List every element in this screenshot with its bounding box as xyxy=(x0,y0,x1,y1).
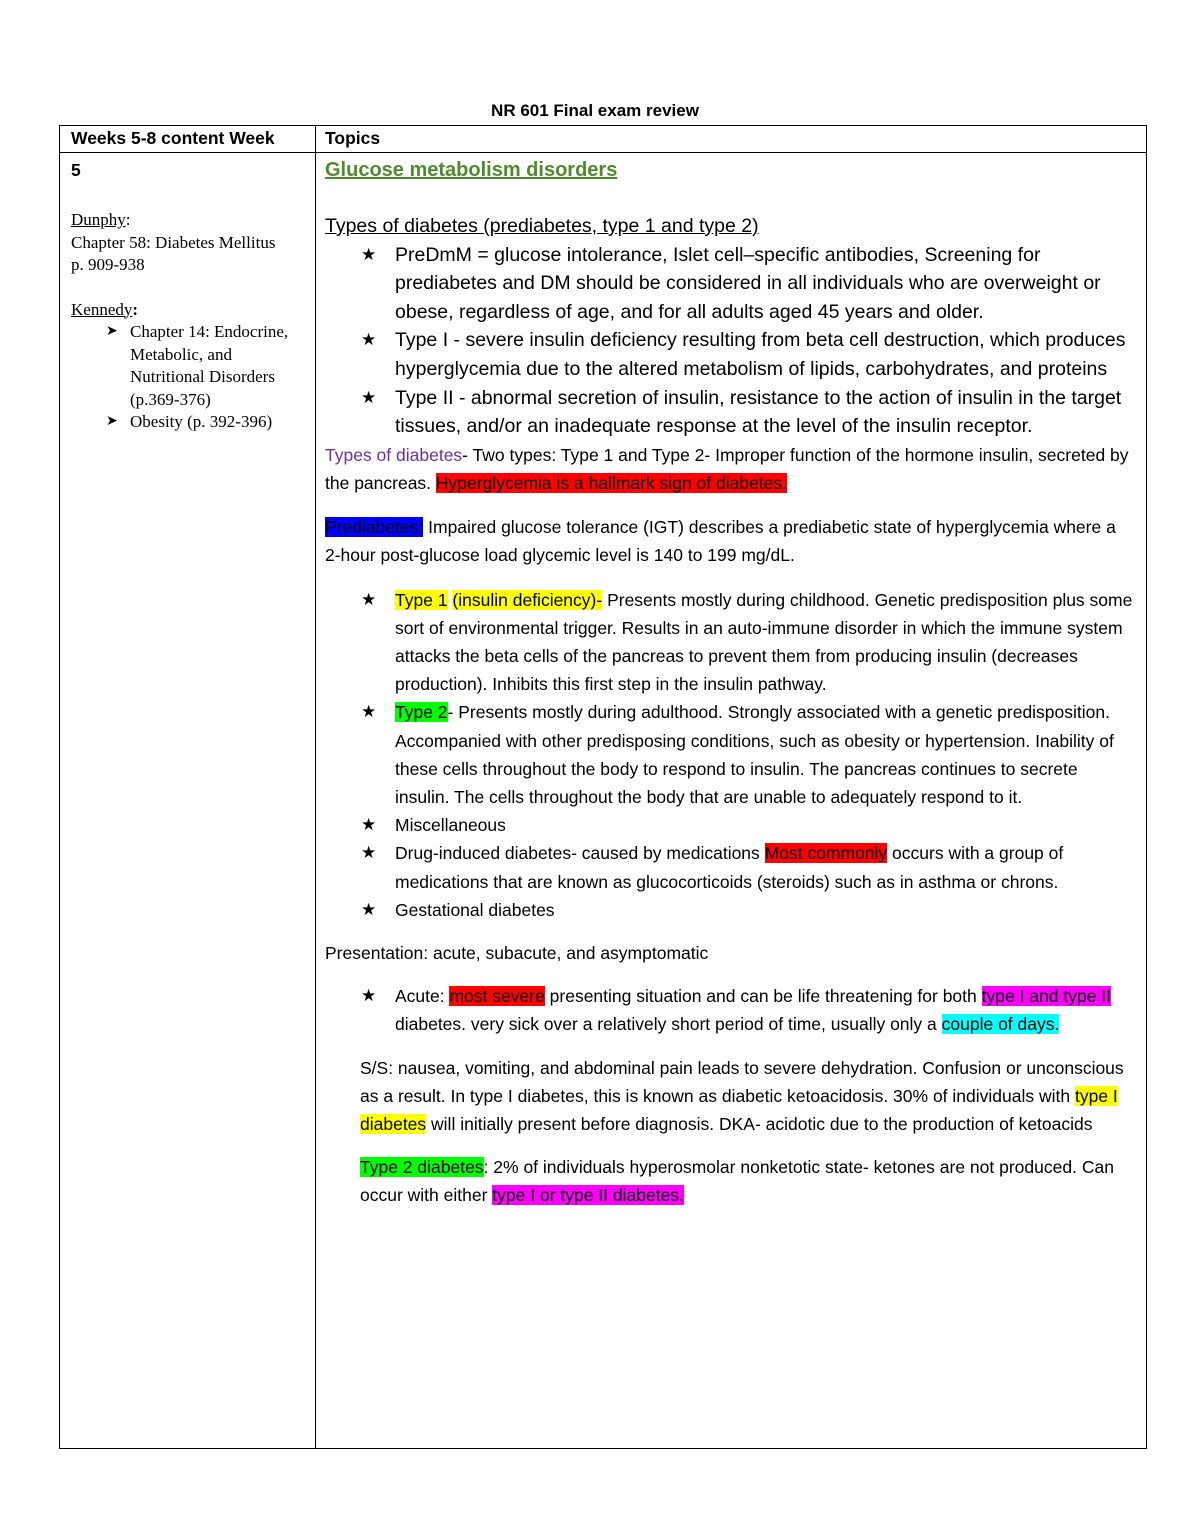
miscellaneous-text: Miscellaneous xyxy=(395,815,506,836)
type2-diabetes-highlight: Type 2 diabetes xyxy=(360,1157,484,1178)
either-type-highlight: type I or type II diabetes. xyxy=(492,1185,684,1206)
type1-highlight: Type 1 xyxy=(395,589,448,610)
type-i-diabetes-highlight: type I diabetes xyxy=(360,1085,1118,1135)
acute-text: presenting situation and can be life threatening for both xyxy=(544,986,982,1007)
types-text: - Two types: Type 1 and Type 2- Improper function of the hormone insulin, secreted by the pancreas. xyxy=(325,444,1129,493)
type1-text: Presents mostly during childhood. Genetic predisposition plus some sort of environmental trigger. Results in an auto-immune disorder in which the immune system attacks the beta cells of the pancreas to prevent them from producing insulin (decreases production). Inhibits this first step in the insulin pathway. xyxy=(395,589,1133,695)
week-number: 5 xyxy=(71,160,81,180)
type2-highlight: Type 2 xyxy=(395,702,448,723)
symptoms-text-end: will initially present before diagnosis. DKA- acidotic due to the production of ketoacids xyxy=(426,1114,1093,1135)
type2-diabetes-text: : 2% of individuals hyperosmolar nonketotic state- ketones are not produced. Can occur with either xyxy=(360,1157,1114,1206)
kennedy-chapter-14: Chapter 14: Endocrine, Metabolic, and Nutritional Disorders (p.369-376) xyxy=(130,322,289,409)
types-label: Types of diabetes xyxy=(325,444,463,465)
type1-bullet: Type I - severe insulin deficiency resulting from beta cell destruction, which produces hyperglycemia due to the altered metabolism of lipids, carbohydrates, and proteins xyxy=(395,329,1126,380)
left-column xyxy=(60,154,315,434)
header-topics: Topics xyxy=(325,128,381,148)
type2-bullet: Type II - abnormal secretion of insulin, resistance to the action of insulin in the target tissues, and/or an inadequate response at the level of the insulin receptor. xyxy=(395,386,1122,438)
couple-of-days-highlight: couple of days. xyxy=(941,1014,1060,1035)
type-i-and-ii-highlight: type I and type II xyxy=(981,986,1112,1007)
black-star-icon: ★ xyxy=(361,589,377,609)
type2-diabetes-paragraph xyxy=(325,1153,1136,1209)
header-weeks: Weeks 5-8 content Week xyxy=(71,128,275,148)
kennedy-chapter-list xyxy=(71,321,307,434)
header-divider xyxy=(60,152,1146,153)
black-star-icon: ★ xyxy=(361,387,377,407)
prediabetes-label: Prediabetes: xyxy=(325,517,424,538)
kennedy-colon: : xyxy=(132,299,139,319)
list-item xyxy=(71,411,307,434)
dunphy-chapter: Chapter 58: Diabetes Mellitus xyxy=(71,232,276,252)
types-paragraph xyxy=(325,441,1136,497)
dunphy-colon: : xyxy=(125,210,131,229)
black-star-icon: ★ xyxy=(361,330,377,350)
types-list xyxy=(325,241,1136,441)
black-star-icon: ★ xyxy=(361,815,377,835)
hallmark-highlight: Hyperglycemia is a hallmark sign of diabetes. xyxy=(435,472,788,493)
gestational-text: Gestational diabetes xyxy=(395,899,555,920)
types-heading: Types of diabetes (prediabetes, type 1 and type 2) xyxy=(325,215,759,237)
black-star-icon: ★ xyxy=(361,244,377,264)
list-item xyxy=(325,839,1136,895)
list-item xyxy=(325,586,1136,699)
presentation-list xyxy=(325,982,1136,1038)
prediabetes-paragraph xyxy=(325,513,1136,569)
symptoms-text: S/S: nausea, vomiting, and abdominal pain leads to severe dehydration. Confusion or unconscious as a result. In type I diabetes, this is known as diabetic ketoacidosis. 30% of individuals with xyxy=(360,1057,1124,1106)
document-title: NR 601 Final exam review xyxy=(491,101,699,120)
acute-text-cont: diabetes. very sick over a relatively short period of time, usually only a xyxy=(395,1014,942,1035)
black-star-icon: ★ xyxy=(361,843,377,863)
presentation-line: Presentation: acute, subacute, and asymptomatic xyxy=(325,943,709,963)
kennedy-reference xyxy=(71,299,307,322)
review-table xyxy=(59,125,1147,1449)
dunphy-reference xyxy=(71,209,307,277)
list-item xyxy=(325,698,1136,811)
arrowhead-icon: ➤ xyxy=(106,324,118,339)
type2-text: - Presents mostly during adulthood. Strongly associated with a genetic predisposition. Accompanied with other predisposing conditions, such as obesity or hypertension. Inability of these cells throughout the body to respond to insulin. The pancreas continues to secrete insulin. The cells throughout the body that are unable to adequately respond to it. xyxy=(395,702,1114,807)
diabetes-types-list xyxy=(325,586,1136,924)
kennedy-obesity: Obesity (p. 392-396) xyxy=(130,412,273,431)
arrowhead-icon: ➤ xyxy=(106,414,118,429)
most-severe-highlight: most severe xyxy=(449,986,545,1007)
list-item xyxy=(71,321,307,411)
dunphy-label: Dunphy xyxy=(71,210,126,229)
list-item xyxy=(325,326,1136,383)
right-column xyxy=(316,154,1146,1210)
symptoms-paragraph xyxy=(325,1054,1136,1139)
insulin-deficiency-highlight: (insulin deficiency)- xyxy=(452,589,603,610)
most-commonly-highlight: Most commonly xyxy=(764,843,888,864)
drug-induced-text: Drug-induced diabetes- caused by medications xyxy=(395,843,765,864)
section-title: Glucose metabolism disorders xyxy=(325,159,618,181)
kennedy-label: Kennedy xyxy=(71,299,133,319)
prediabetes-text: Impaired glucose tolerance (IGT) describes a prediabetic state of hyperglycemia where a 2-hour post-glucose load glycemic level is 140 to 199 mg/dL. xyxy=(325,517,1116,566)
prediabetes-bullet: PreDmM = glucose intolerance, Islet cell–specific antibodies, Screening for prediabetes and DM should be considered in all individuals who are overweight or obese, regardless of age, and for all adults aged 45 years and older. xyxy=(395,243,1101,323)
list-item xyxy=(325,982,1136,1038)
black-star-icon: ★ xyxy=(361,899,377,919)
list-item xyxy=(325,241,1136,327)
black-star-icon: ★ xyxy=(361,702,377,722)
acute-label: Acute: xyxy=(395,986,450,1007)
black-star-icon: ★ xyxy=(361,986,377,1006)
dunphy-pages: p. 909-938 xyxy=(71,255,145,274)
list-item xyxy=(325,811,1136,839)
list-item xyxy=(325,896,1136,924)
drug-induced-text-end: occurs with a group of medications that are known as glucocorticoids (steroids) such as in asthma or chrons. xyxy=(395,843,1064,892)
list-item xyxy=(325,384,1136,441)
